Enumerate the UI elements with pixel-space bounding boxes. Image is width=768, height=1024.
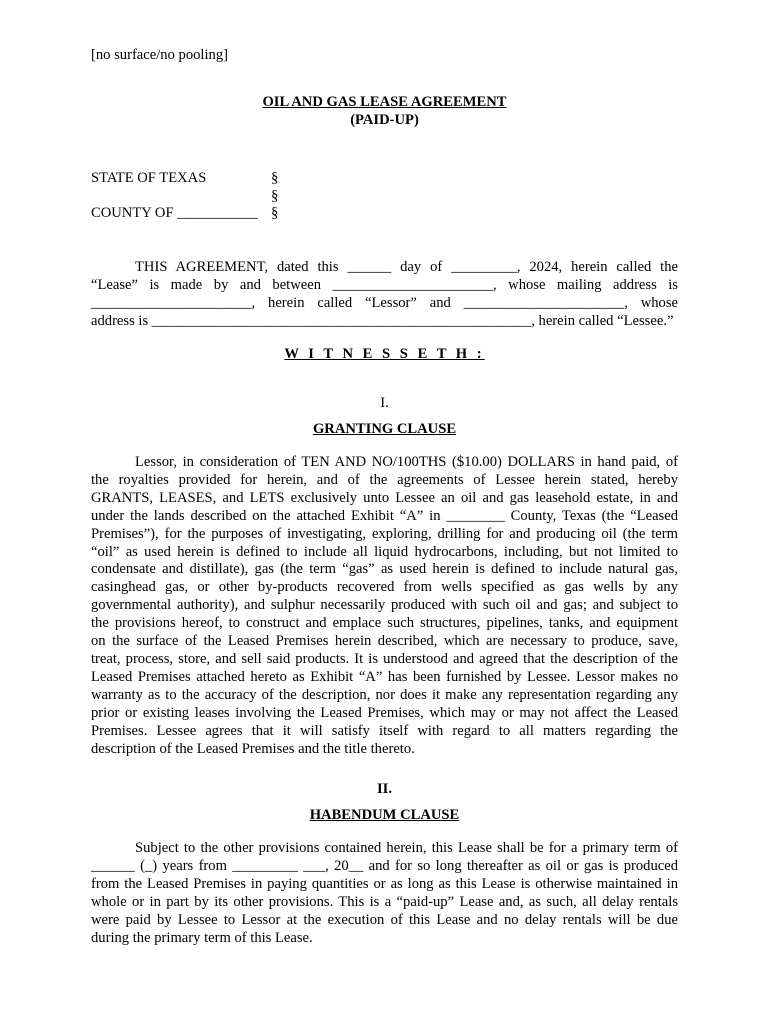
paragraph-line: Premises”), for the purposes of investigating, exploring, drilling for and producing oil (the term	[91, 525, 678, 542]
section-mark: §	[271, 205, 279, 222]
paragraph-line: on the surface of the Leased Premises herein described, which are necessary to produce, save,	[91, 633, 678, 650]
granting-clause-paragraph	[91, 454, 678, 758]
paragraph-line: GRANTS, LEASES, and LETS exclusively unto Lessee an oil and gas leasehold estate, in and	[91, 489, 678, 506]
intro-paragraph	[91, 259, 678, 331]
intro-line: THIS AGREEMENT, dated this ______ day of _________, 2024, herein called the	[135, 259, 678, 275]
paragraph-line: were paid by Lessee to Lessor at the execution of this Lease and no delay rentals will be due	[91, 911, 678, 928]
paragraph-line: from the Leased Premises in paying quantities or as long as this Lease is otherwise maintained in	[91, 875, 678, 892]
header-note: [no surface/no pooling]	[91, 47, 228, 63]
paragraph-line: whole or in part by its other provisions. This is a “paid-up” Lease and, as such, all delay rentals	[91, 893, 678, 910]
paragraph-line: warranty as to the accuracy of the description, nor does it make any representation regarding any	[91, 686, 678, 703]
paragraph-line: ______ (_) years from _________ ___, 20__ and for so long thereafter as oil or gas is produced	[91, 857, 678, 874]
paragraph-line: Lessor, in consideration of TEN AND NO/100THS ($10.00) DOLLARS in hand paid, of	[135, 454, 678, 470]
section-2-number: II.	[376, 781, 392, 797]
intro-line: ______________________, herein called “Lessor” and ______________________, whose	[91, 294, 678, 311]
section-2-heading: HABENDUM CLAUSE	[309, 807, 460, 823]
paragraph-line: Premises. Lessee agrees that it will satisfy itself with regard to all matters regarding the	[91, 722, 678, 739]
paragraph-line: Subject to the other provisions contained herein, this Lease shall be for a primary term of	[135, 840, 678, 856]
title-line-2: (PAID-UP)	[350, 111, 419, 128]
paragraph-line: governmental authority), and sulphur necessarily produced with such oil and gas; and subject to	[91, 597, 678, 614]
intro-line: address is ____________________________________________________, herein called “Lessee.”	[91, 312, 674, 329]
witnesseth-heading: W I T N E S S E T H :	[284, 346, 485, 362]
venue-county: COUNTY OF ___________	[91, 205, 258, 222]
paragraph-line: casinghead gas, or other by-products recovered from wells specified as gas wells by any	[91, 579, 678, 596]
paragraph-line: Leased Premises attached hereto as Exhibit “A” has been furnished by Lessee. Lessor makes no	[91, 668, 678, 685]
paragraph-line: description of the Leased Premises and the title thereto.	[91, 740, 415, 757]
paragraph-line: the royalties provided for herein, and of the agreements of Lessee herein stated, hereby	[91, 471, 678, 488]
section-1-number: I.	[380, 395, 389, 411]
venue-block	[91, 170, 678, 223]
paragraph-line: the provisions hereof, to construct and emplace such structures, pipelines, tanks, and equipment	[91, 615, 678, 632]
venue-state: STATE OF TEXAS	[91, 170, 207, 186]
section-mark: §	[271, 187, 279, 204]
habendum-clause-paragraph	[91, 840, 678, 947]
paragraph-line: during the primary term of this Lease.	[91, 929, 313, 946]
paragraph-line: under the lands described on the attached Exhibit “A” in ________ County, Texas (the “Leased	[91, 507, 678, 524]
section-mark: §	[271, 170, 279, 186]
intro-line: “Lease” is made by and between ______________________, whose mailing address is	[91, 276, 678, 293]
document-title	[91, 94, 678, 130]
title-line-1: OIL AND GAS LEASE AGREEMENT	[262, 94, 507, 110]
paragraph-line: “oil” as used herein is defined to include all liquid hydrocarbons, including, but not limited to	[91, 543, 678, 560]
section-1-heading: GRANTING CLAUSE	[312, 421, 457, 437]
paragraph-line: treat, process, store, and sell said products. It is understood and agreed that the description of the	[91, 650, 678, 667]
paragraph-line: prior or existing leases involving the Leased Premises, which may or may not affect the Leased	[91, 704, 678, 721]
paragraph-line: condensate and distillate), gas (the term “gas” as used herein is defined to include natural gas,	[91, 561, 678, 578]
